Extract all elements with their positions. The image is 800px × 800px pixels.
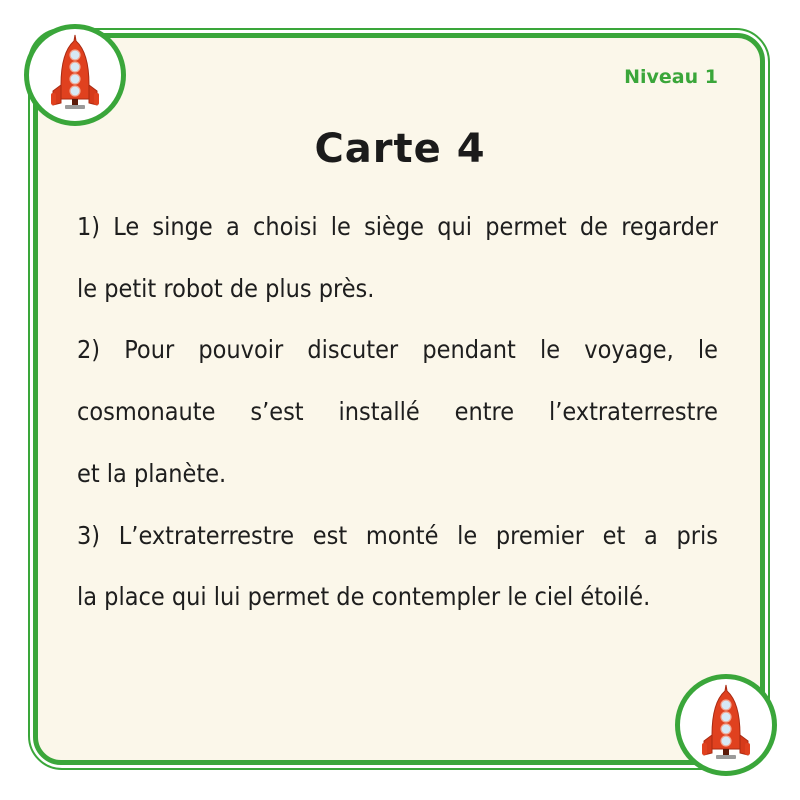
clue-3 (77, 505, 718, 628)
rocket-icon (45, 33, 105, 117)
clue-line: la place qui lui permet de contempler le ciel étoilé. (77, 582, 651, 612)
rocket-badge-bottom-right (675, 674, 777, 776)
clue-line: 3) L’extraterrestre est monté le premier et a pris (77, 520, 718, 550)
clue-1 (77, 196, 718, 319)
clue-line: le petit robot de plus près. (77, 273, 375, 303)
rocket-badge-top-left (24, 24, 126, 126)
level-label: Niveau 1 (624, 66, 718, 88)
clue-line: et la planète. (77, 458, 227, 488)
clue-line: 2) Pour pouvoir discuter pendant le voyage, le (77, 335, 718, 365)
card-title: Carte 4 (314, 126, 486, 172)
clue-line: cosmonaute s’est installé entre l’extraterrestre (77, 397, 718, 427)
card-body (77, 196, 718, 628)
rocket-icon (696, 683, 756, 767)
clue-line: 1) Le singe a choisi le siège qui permet de regarder (77, 212, 718, 241)
clue-2 (77, 319, 718, 504)
